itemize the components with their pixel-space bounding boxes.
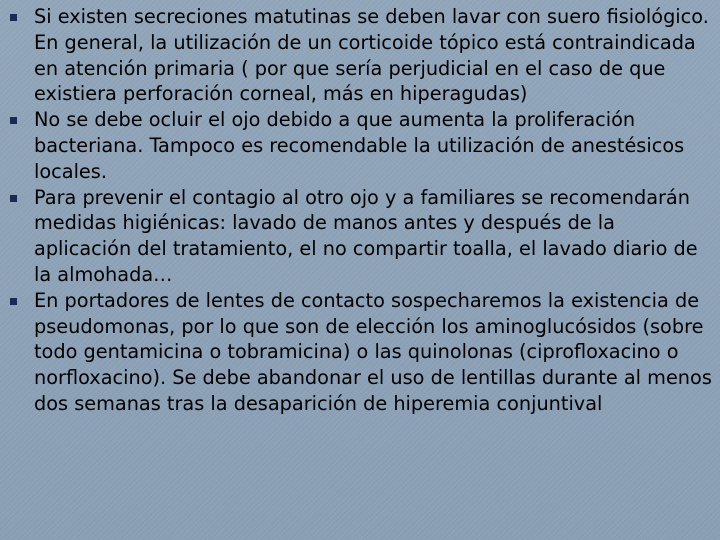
bullet-text: En portadores de lentes de contacto sospecharemos la existencia de pseudomonas, por lo que son de elección los aminoglucósidos (sobre todo gentamicina o tobramicina) o las quinolonas (ciprofloxacino o norfloxacino). Se debe abandonar el uso de lentillas durante al menos dos semanas tras la desaparición de hiperemia conjuntival [34,288,712,415]
bullet-item [0,107,720,184]
bullet-item [0,288,720,417]
bullet-text: Si existen secreciones matutinas se deben lavar con suero fisiológico. En general, la utilización de un corticoide tópico está contraindicada en atención primaria ( por que sería perjudicial en el caso de que existiera perforación corneal, más en hiperagudas) [34,5,709,106]
bullet-text: No se debe ocluir el ojo debido a que aumenta la proliferación bacteriana. Tampoco es recomendable la utilización de anestésicos locales. [34,108,685,183]
square-bullet-icon [10,14,17,21]
square-bullet-icon [10,298,17,305]
square-bullet-icon [10,117,17,124]
bullet-list [0,4,720,417]
bullet-text: Para prevenir el contagio al otro ojo y a familiares se recomendarán medidas higiénicas: lavado de manos antes y después de la aplicación del tratamiento, el no compartir toalla, el lavado diario de la almohada… [34,185,698,286]
square-bullet-icon [10,195,17,202]
bullet-item [0,4,720,107]
bullet-item [0,185,720,288]
